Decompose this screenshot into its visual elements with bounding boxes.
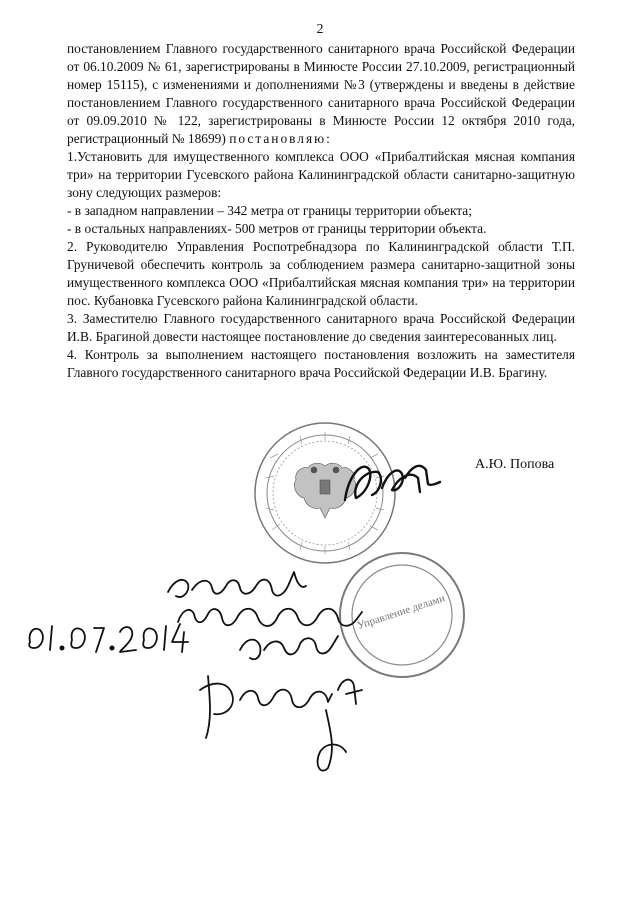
handwritten-date: 01.07.2014 xyxy=(0,0,5,1)
paragraph-4: 4. Контроль за выполнением настоящего постановления возложить на заместителя Главного государственного санитарного врача Российской Федерации И.В. Брагину. xyxy=(67,347,575,380)
paragraph-1-item-1: - в западном направлении – 342 метра от границы территории объекта; xyxy=(67,203,472,218)
paragraph-intro-text: постановлением Главного государственного санитарного врача Российской Федерации от 06.10.2009 № 61, зарегистрированы в Минюсте России 27.10.2009, регистрационный номер 15115), с изменениями и дополнениями №3 (утверждены и введены в действие постановлением Главного государственного санитарного врача Российской Федерации от 09.09.2010 № 122, зарегистрированы в Минюсте России 12 октября 2010 года, регистрационный № 18699) xyxy=(67,41,575,146)
resolution-word: постановляю xyxy=(229,131,327,146)
paragraph-3: 3. Заместителю Главного государственного санитарного врача Российской Федерации И.В. Брагиной довести настоящее постановление до сведения заинтересованных лиц. xyxy=(67,311,575,344)
stamp-text: Управление делами xyxy=(355,592,447,633)
page-number: 2 xyxy=(316,22,324,37)
paragraph-1-item-2: - в остальных направлениях- 500 метров от границы территории объекта. xyxy=(67,221,487,236)
paragraph-1: 1.Установить для имущественного комплекса ООО «Прибалтийская мясная компания три» на территории Гусевского района Калининградской области санитарно-защитную зону следующих размеров: xyxy=(67,149,575,200)
resolution-colon: : xyxy=(326,131,330,146)
paragraph-2: 2. Руководителю Управления Роспотребнадзора по Калининградской области Т.П. Груничевой обеспечить контроль за соблюдением размера санитарно-защитной зоны имущественного комплекса ООО «Прибалтийская мясная компания три» на территории пос. Кубановка Гусевского района Калининградской области. xyxy=(67,239,575,308)
signer-name: А.Ю. Попова xyxy=(475,457,555,472)
